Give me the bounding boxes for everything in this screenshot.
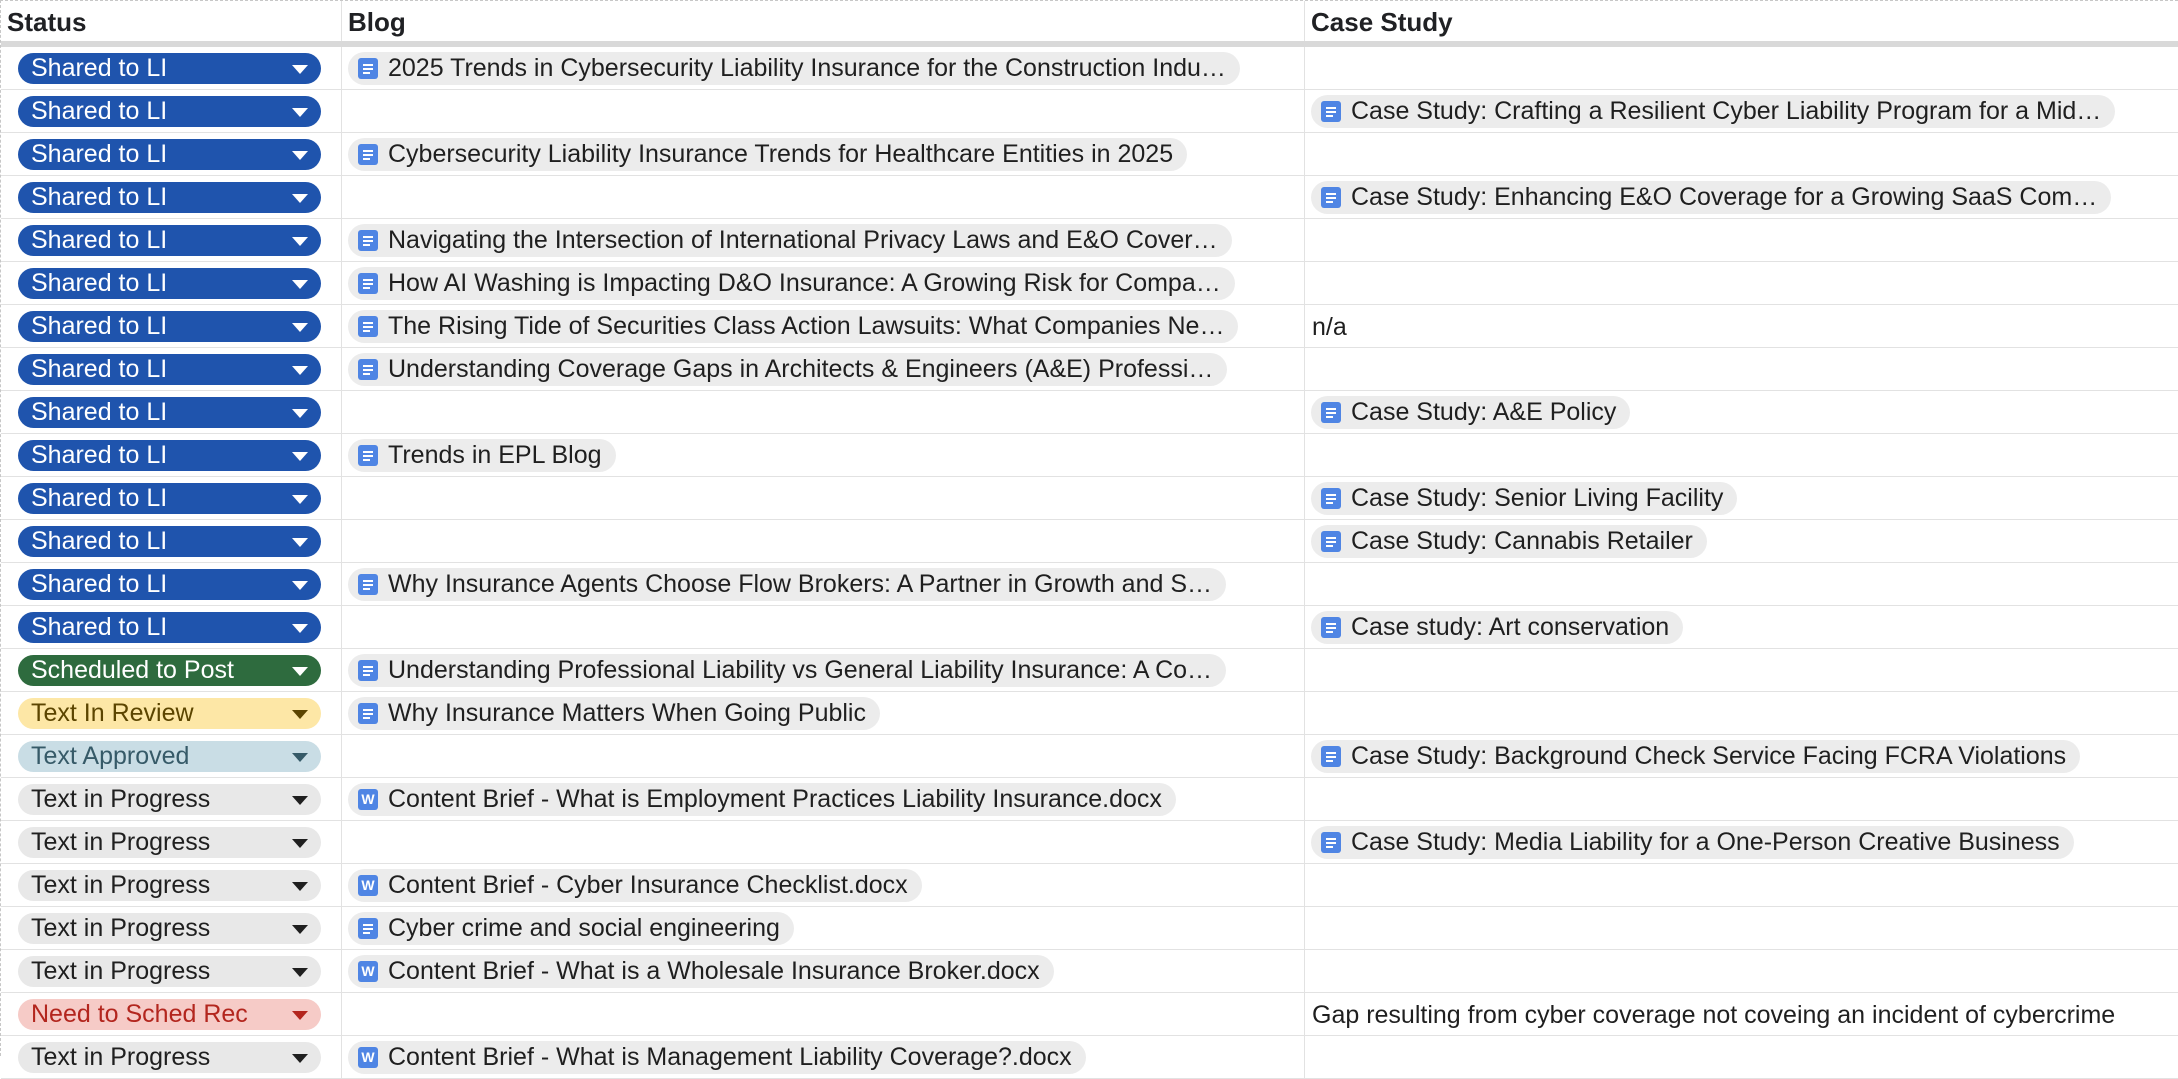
google-docs-icon xyxy=(1321,832,1341,853)
table-row xyxy=(1,950,2178,993)
blog-cell[interactable] xyxy=(342,520,1305,562)
case-study-cell[interactable] xyxy=(1305,434,2178,476)
chevron-down-icon[interactable] xyxy=(292,409,308,418)
table-row xyxy=(1,649,2178,692)
file-link-chip[interactable] xyxy=(348,224,1232,257)
blog-cell[interactable] xyxy=(342,176,1305,218)
table-row xyxy=(1,262,2178,305)
status-cell[interactable] xyxy=(1,47,342,89)
google-docs-icon xyxy=(1321,617,1341,638)
status-cell[interactable] xyxy=(1,778,342,820)
status-cell[interactable] xyxy=(1,391,342,433)
status-label: Text in Progress xyxy=(31,957,211,985)
column-header-case-study[interactable]: Case Study xyxy=(1311,7,1453,37)
file-link-chip[interactable] xyxy=(1311,611,1683,644)
status-dropdown-chip[interactable] xyxy=(18,827,321,858)
chevron-down-icon[interactable] xyxy=(292,882,308,891)
file-title: Understanding Coverage Gaps in Architects & Engineers (A&E) Professi… xyxy=(388,355,1214,383)
status-cell[interactable] xyxy=(1,219,342,261)
status-cell[interactable] xyxy=(1,692,342,734)
status-label: Text in Progress xyxy=(31,828,211,856)
status-dropdown-chip[interactable] xyxy=(18,956,321,987)
status-dropdown-chip[interactable] xyxy=(18,655,321,686)
chevron-down-icon[interactable] xyxy=(292,753,308,762)
file-link-chip[interactable] xyxy=(348,52,1240,85)
file-link-chip[interactable] xyxy=(348,439,616,472)
status-dropdown-chip[interactable] xyxy=(18,483,321,514)
status-cell[interactable] xyxy=(1,262,342,304)
file-title: Case Study: A&E Policy xyxy=(1351,398,1617,426)
status-dropdown-chip[interactable] xyxy=(18,698,321,729)
word-doc-icon: W xyxy=(358,875,378,896)
chevron-down-icon[interactable] xyxy=(292,452,308,461)
file-title: 2025 Trends in Cybersecurity Liability Insurance for the Construction Indu… xyxy=(388,54,1226,82)
file-title: Content Brief - What is Management Liability Coverage?.docx xyxy=(388,1043,1072,1071)
file-title: The Rising Tide of Securities Class Action Lawsuits: What Companies Ne… xyxy=(388,312,1225,340)
status-cell[interactable] xyxy=(1,434,342,476)
status-dropdown-chip[interactable] xyxy=(18,1042,321,1073)
blog-cell[interactable] xyxy=(342,1036,1305,1078)
chevron-down-icon[interactable] xyxy=(292,581,308,590)
file-title: Case study: Art conservation xyxy=(1351,613,1670,641)
chevron-down-icon[interactable] xyxy=(292,538,308,547)
blog-cell[interactable] xyxy=(342,907,1305,949)
status-cell[interactable] xyxy=(1,305,342,347)
case-study-cell[interactable] xyxy=(1305,219,2178,261)
case-study-cell[interactable] xyxy=(1305,649,2178,691)
file-link-chip[interactable] xyxy=(348,912,794,945)
table-row xyxy=(1,735,2178,778)
blog-cell[interactable] xyxy=(342,305,1305,347)
status-dropdown-chip[interactable] xyxy=(18,913,321,944)
table-row xyxy=(1,477,2178,520)
status-label: Text in Progress xyxy=(31,1043,211,1071)
case-study-cell[interactable] xyxy=(1305,305,2178,347)
blog-cell[interactable] xyxy=(342,133,1305,175)
file-link-chip[interactable] xyxy=(1311,95,2115,128)
status-label: Shared to LI xyxy=(31,97,168,125)
table-row xyxy=(1,821,2178,864)
status-cell[interactable] xyxy=(1,821,342,863)
status-dropdown-chip[interactable] xyxy=(18,569,321,600)
status-label: Shared to LI xyxy=(31,527,168,555)
google-docs-icon xyxy=(358,445,378,466)
status-label: Need to Sched Rec xyxy=(31,1000,248,1028)
status-label: Shared to LI xyxy=(31,140,168,168)
status-label: Shared to LI xyxy=(31,226,168,254)
file-title: Content Brief - What is a Wholesale Insurance Broker.docx xyxy=(388,957,1040,985)
status-cell[interactable] xyxy=(1,649,342,691)
file-link-chip[interactable] xyxy=(348,869,922,902)
word-doc-icon: W xyxy=(358,789,378,810)
status-label: Text in Progress xyxy=(31,914,211,942)
file-title: Why Insurance Agents Choose Flow Brokers: A Partner in Growth and S… xyxy=(388,570,1212,598)
table-row xyxy=(1,434,2178,477)
chevron-down-icon[interactable] xyxy=(292,366,308,375)
status-cell[interactable] xyxy=(1,950,342,992)
google-docs-icon xyxy=(358,316,378,337)
status-cell[interactable] xyxy=(1,1036,342,1078)
status-cell[interactable] xyxy=(1,133,342,175)
status-dropdown-chip[interactable] xyxy=(18,268,321,299)
case-study-cell[interactable] xyxy=(1305,477,2178,519)
chevron-down-icon[interactable] xyxy=(292,280,308,289)
google-docs-icon xyxy=(358,660,378,681)
file-title: Case Study: Crafting a Resilient Cyber Liability Program for a Mid… xyxy=(1351,97,2102,125)
google-docs-icon xyxy=(358,230,378,251)
blog-cell[interactable] xyxy=(342,778,1305,820)
file-title: Case Study: Enhancing E&O Coverage for a Growing SaaS Com… xyxy=(1351,183,2098,211)
file-title: Cyber crime and social engineering xyxy=(388,914,780,942)
status-cell[interactable] xyxy=(1,348,342,390)
status-cell[interactable] xyxy=(1,90,342,132)
status-label: Shared to LI xyxy=(31,54,168,82)
status-label: Shared to LI xyxy=(31,312,168,340)
blog-cell[interactable] xyxy=(342,348,1305,390)
google-docs-icon xyxy=(1321,187,1341,208)
case-study-cell[interactable] xyxy=(1305,563,2178,605)
column-header-blog[interactable]: Blog xyxy=(342,1,1305,41)
file-title: Navigating the Intersection of International Privacy Laws and E&O Cover… xyxy=(388,226,1218,254)
chevron-down-icon[interactable] xyxy=(292,65,308,74)
status-cell[interactable] xyxy=(1,176,342,218)
blog-cell[interactable] xyxy=(342,864,1305,906)
status-label: Shared to LI xyxy=(31,269,168,297)
blog-cell[interactable] xyxy=(342,434,1305,476)
file-link-chip[interactable] xyxy=(348,697,880,730)
status-dropdown-chip[interactable] xyxy=(18,397,321,428)
google-docs-icon xyxy=(358,359,378,380)
chevron-down-icon[interactable] xyxy=(292,1011,308,1020)
chevron-down-icon[interactable] xyxy=(292,495,308,504)
status-cell[interactable] xyxy=(1,864,342,906)
case-study-cell[interactable] xyxy=(1305,993,2178,1035)
blog-cell[interactable] xyxy=(342,950,1305,992)
file-link-chip[interactable] xyxy=(1311,181,2111,214)
status-dropdown-chip[interactable] xyxy=(18,440,321,471)
file-link-chip[interactable] xyxy=(1311,525,1707,558)
chevron-down-icon[interactable] xyxy=(292,323,308,332)
file-link-chip[interactable] xyxy=(348,138,1187,171)
case-study-cell[interactable] xyxy=(1305,47,2178,89)
file-title: Content Brief - What is Employment Practices Liability Insurance.docx xyxy=(388,785,1162,813)
status-label: Text in Progress xyxy=(31,871,211,899)
status-cell[interactable] xyxy=(1,907,342,949)
status-label: Shared to LI xyxy=(31,613,168,641)
status-label: Shared to LI xyxy=(31,441,168,469)
file-link-chip[interactable] xyxy=(348,654,1226,687)
status-dropdown-chip[interactable] xyxy=(18,96,321,127)
status-label: Text Approved xyxy=(31,742,190,770)
case-study-cell[interactable] xyxy=(1305,950,2178,992)
case-study-cell[interactable] xyxy=(1305,606,2178,648)
file-title: Content Brief - Cyber Insurance Checklist.docx xyxy=(388,871,908,899)
word-doc-icon: W xyxy=(358,1047,378,1068)
table-row xyxy=(1,1036,2178,1079)
rows-container xyxy=(1,47,2178,1079)
table-row xyxy=(1,133,2178,176)
status-label: Scheduled to Post xyxy=(31,656,234,684)
case-study-cell[interactable] xyxy=(1305,520,2178,562)
google-docs-icon xyxy=(1321,488,1341,509)
file-link-chip[interactable] xyxy=(1311,826,2074,859)
google-docs-icon xyxy=(358,58,378,79)
chevron-down-icon[interactable] xyxy=(292,710,308,719)
blog-cell[interactable] xyxy=(342,391,1305,433)
chevron-down-icon[interactable] xyxy=(292,108,308,117)
blog-cell[interactable] xyxy=(342,735,1305,777)
chevron-down-icon[interactable] xyxy=(292,839,308,848)
case-study-cell[interactable] xyxy=(1305,735,2178,777)
table-row xyxy=(1,348,2178,391)
status-dropdown-chip[interactable] xyxy=(18,784,321,815)
case-study-cell[interactable] xyxy=(1305,778,2178,820)
blog-cell[interactable] xyxy=(342,47,1305,89)
status-dropdown-chip[interactable] xyxy=(18,741,321,772)
case-study-cell[interactable] xyxy=(1305,176,2178,218)
table-row xyxy=(1,219,2178,262)
cell-text: Gap resulting from cyber coverage not coveing an incident of cybercrime xyxy=(1312,1001,2116,1029)
status-label: Shared to LI xyxy=(31,398,168,426)
status-dropdown-chip[interactable] xyxy=(18,999,321,1030)
google-docs-icon xyxy=(358,574,378,595)
file-title: Case Study: Background Check Service Facing FCRA Violations xyxy=(1351,742,2067,770)
file-title: Why Insurance Matters When Going Public xyxy=(388,699,866,727)
google-docs-icon xyxy=(1321,402,1341,423)
status-cell[interactable] xyxy=(1,563,342,605)
blog-cell[interactable] xyxy=(342,90,1305,132)
file-title: Case Study: Cannabis Retailer xyxy=(1351,527,1693,555)
case-study-cell[interactable] xyxy=(1305,1036,2178,1078)
status-dropdown-chip[interactable] xyxy=(18,870,321,901)
google-docs-icon xyxy=(1321,746,1341,767)
file-link-chip[interactable] xyxy=(348,568,1226,601)
google-docs-icon xyxy=(1321,531,1341,552)
status-label: Text in Progress xyxy=(31,785,211,813)
blog-cell[interactable] xyxy=(342,262,1305,304)
file-link-chip[interactable] xyxy=(348,267,1235,300)
column-header-status[interactable]: Status xyxy=(1,1,342,41)
google-docs-icon xyxy=(1321,101,1341,122)
case-study-cell[interactable] xyxy=(1305,348,2178,390)
chevron-down-icon[interactable] xyxy=(292,1054,308,1063)
file-title: How AI Washing is Impacting D&O Insurance: A Growing Risk for Compa… xyxy=(388,269,1221,297)
blog-cell[interactable] xyxy=(342,993,1305,1035)
table-row xyxy=(1,993,2178,1036)
file-title: Case Study: Media Liability for a One-Person Creative Business xyxy=(1351,828,2060,856)
status-dropdown-chip[interactable] xyxy=(18,182,321,213)
case-study-cell[interactable] xyxy=(1305,391,2178,433)
file-link-chip[interactable] xyxy=(348,353,1227,386)
status-dropdown-chip[interactable] xyxy=(18,354,321,385)
word-doc-icon: W xyxy=(358,961,378,982)
table-row xyxy=(1,606,2178,649)
chevron-down-icon[interactable] xyxy=(292,968,308,977)
file-link-chip[interactable] xyxy=(348,310,1238,343)
file-title: Trends in EPL Blog xyxy=(388,441,602,469)
status-dropdown-chip[interactable] xyxy=(18,53,321,84)
status-cell[interactable] xyxy=(1,520,342,562)
table-row xyxy=(1,47,2178,90)
status-dropdown-chip[interactable] xyxy=(18,311,321,342)
blog-cell[interactable] xyxy=(342,219,1305,261)
google-docs-icon xyxy=(358,273,378,294)
status-cell[interactable] xyxy=(1,477,342,519)
status-label: Shared to LI xyxy=(31,484,168,512)
status-label: Shared to LI xyxy=(31,355,168,383)
header-row xyxy=(1,1,2178,47)
case-study-cell[interactable] xyxy=(1305,864,2178,906)
file-link-chip[interactable] xyxy=(1311,396,1630,429)
blog-cell[interactable] xyxy=(342,649,1305,691)
blog-cell[interactable] xyxy=(342,606,1305,648)
file-link-chip[interactable] xyxy=(348,1041,1086,1074)
status-dropdown-chip[interactable] xyxy=(18,225,321,256)
status-cell[interactable] xyxy=(1,606,342,648)
table-row xyxy=(1,864,2178,907)
table-row xyxy=(1,391,2178,434)
blog-cell[interactable] xyxy=(342,821,1305,863)
chevron-down-icon[interactable] xyxy=(292,796,308,805)
chevron-down-icon[interactable] xyxy=(292,624,308,633)
file-link-chip[interactable] xyxy=(1311,482,1737,515)
status-cell[interactable] xyxy=(1,735,342,777)
table-row xyxy=(1,305,2178,348)
table-row xyxy=(1,778,2178,821)
case-study-cell[interactable] xyxy=(1305,90,2178,132)
case-study-cell[interactable] xyxy=(1305,907,2178,949)
case-study-cell[interactable] xyxy=(1305,821,2178,863)
case-study-cell[interactable] xyxy=(1305,133,2178,175)
file-title: Understanding Professional Liability vs General Liability Insurance: A Co… xyxy=(388,656,1213,684)
chevron-down-icon[interactable] xyxy=(292,667,308,676)
case-study-cell[interactable] xyxy=(1305,262,2178,304)
table-row xyxy=(1,520,2178,563)
file-link-chip[interactable] xyxy=(348,783,1176,816)
blog-cell[interactable] xyxy=(342,563,1305,605)
google-docs-icon xyxy=(358,703,378,724)
blog-cell[interactable] xyxy=(342,692,1305,734)
status-cell[interactable] xyxy=(1,993,342,1035)
file-link-chip[interactable] xyxy=(348,955,1054,988)
chevron-down-icon[interactable] xyxy=(292,194,308,203)
status-label: Text In Review xyxy=(31,699,194,727)
status-dropdown-chip[interactable] xyxy=(18,526,321,557)
chevron-down-icon[interactable] xyxy=(292,925,308,934)
file-title: Cybersecurity Liability Insurance Trends for Healthcare Entities in 2025 xyxy=(388,140,1174,168)
cell-text: n/a xyxy=(1312,313,1347,341)
google-docs-icon xyxy=(358,918,378,939)
chevron-down-icon[interactable] xyxy=(292,237,308,246)
status-dropdown-chip[interactable] xyxy=(18,139,321,170)
table-row xyxy=(1,176,2178,219)
table-row xyxy=(1,90,2178,133)
table-row xyxy=(1,907,2178,950)
file-link-chip[interactable] xyxy=(1311,740,2080,773)
chevron-down-icon[interactable] xyxy=(292,151,308,160)
table-row xyxy=(1,563,2178,606)
blog-cell[interactable] xyxy=(342,477,1305,519)
table-row xyxy=(1,692,2178,735)
status-label: Shared to LI xyxy=(31,183,168,211)
google-docs-icon xyxy=(358,144,378,165)
file-title: Case Study: Senior Living Facility xyxy=(1351,484,1724,512)
status-dropdown-chip[interactable] xyxy=(18,612,321,643)
case-study-cell[interactable] xyxy=(1305,692,2178,734)
status-label: Shared to LI xyxy=(31,570,168,598)
